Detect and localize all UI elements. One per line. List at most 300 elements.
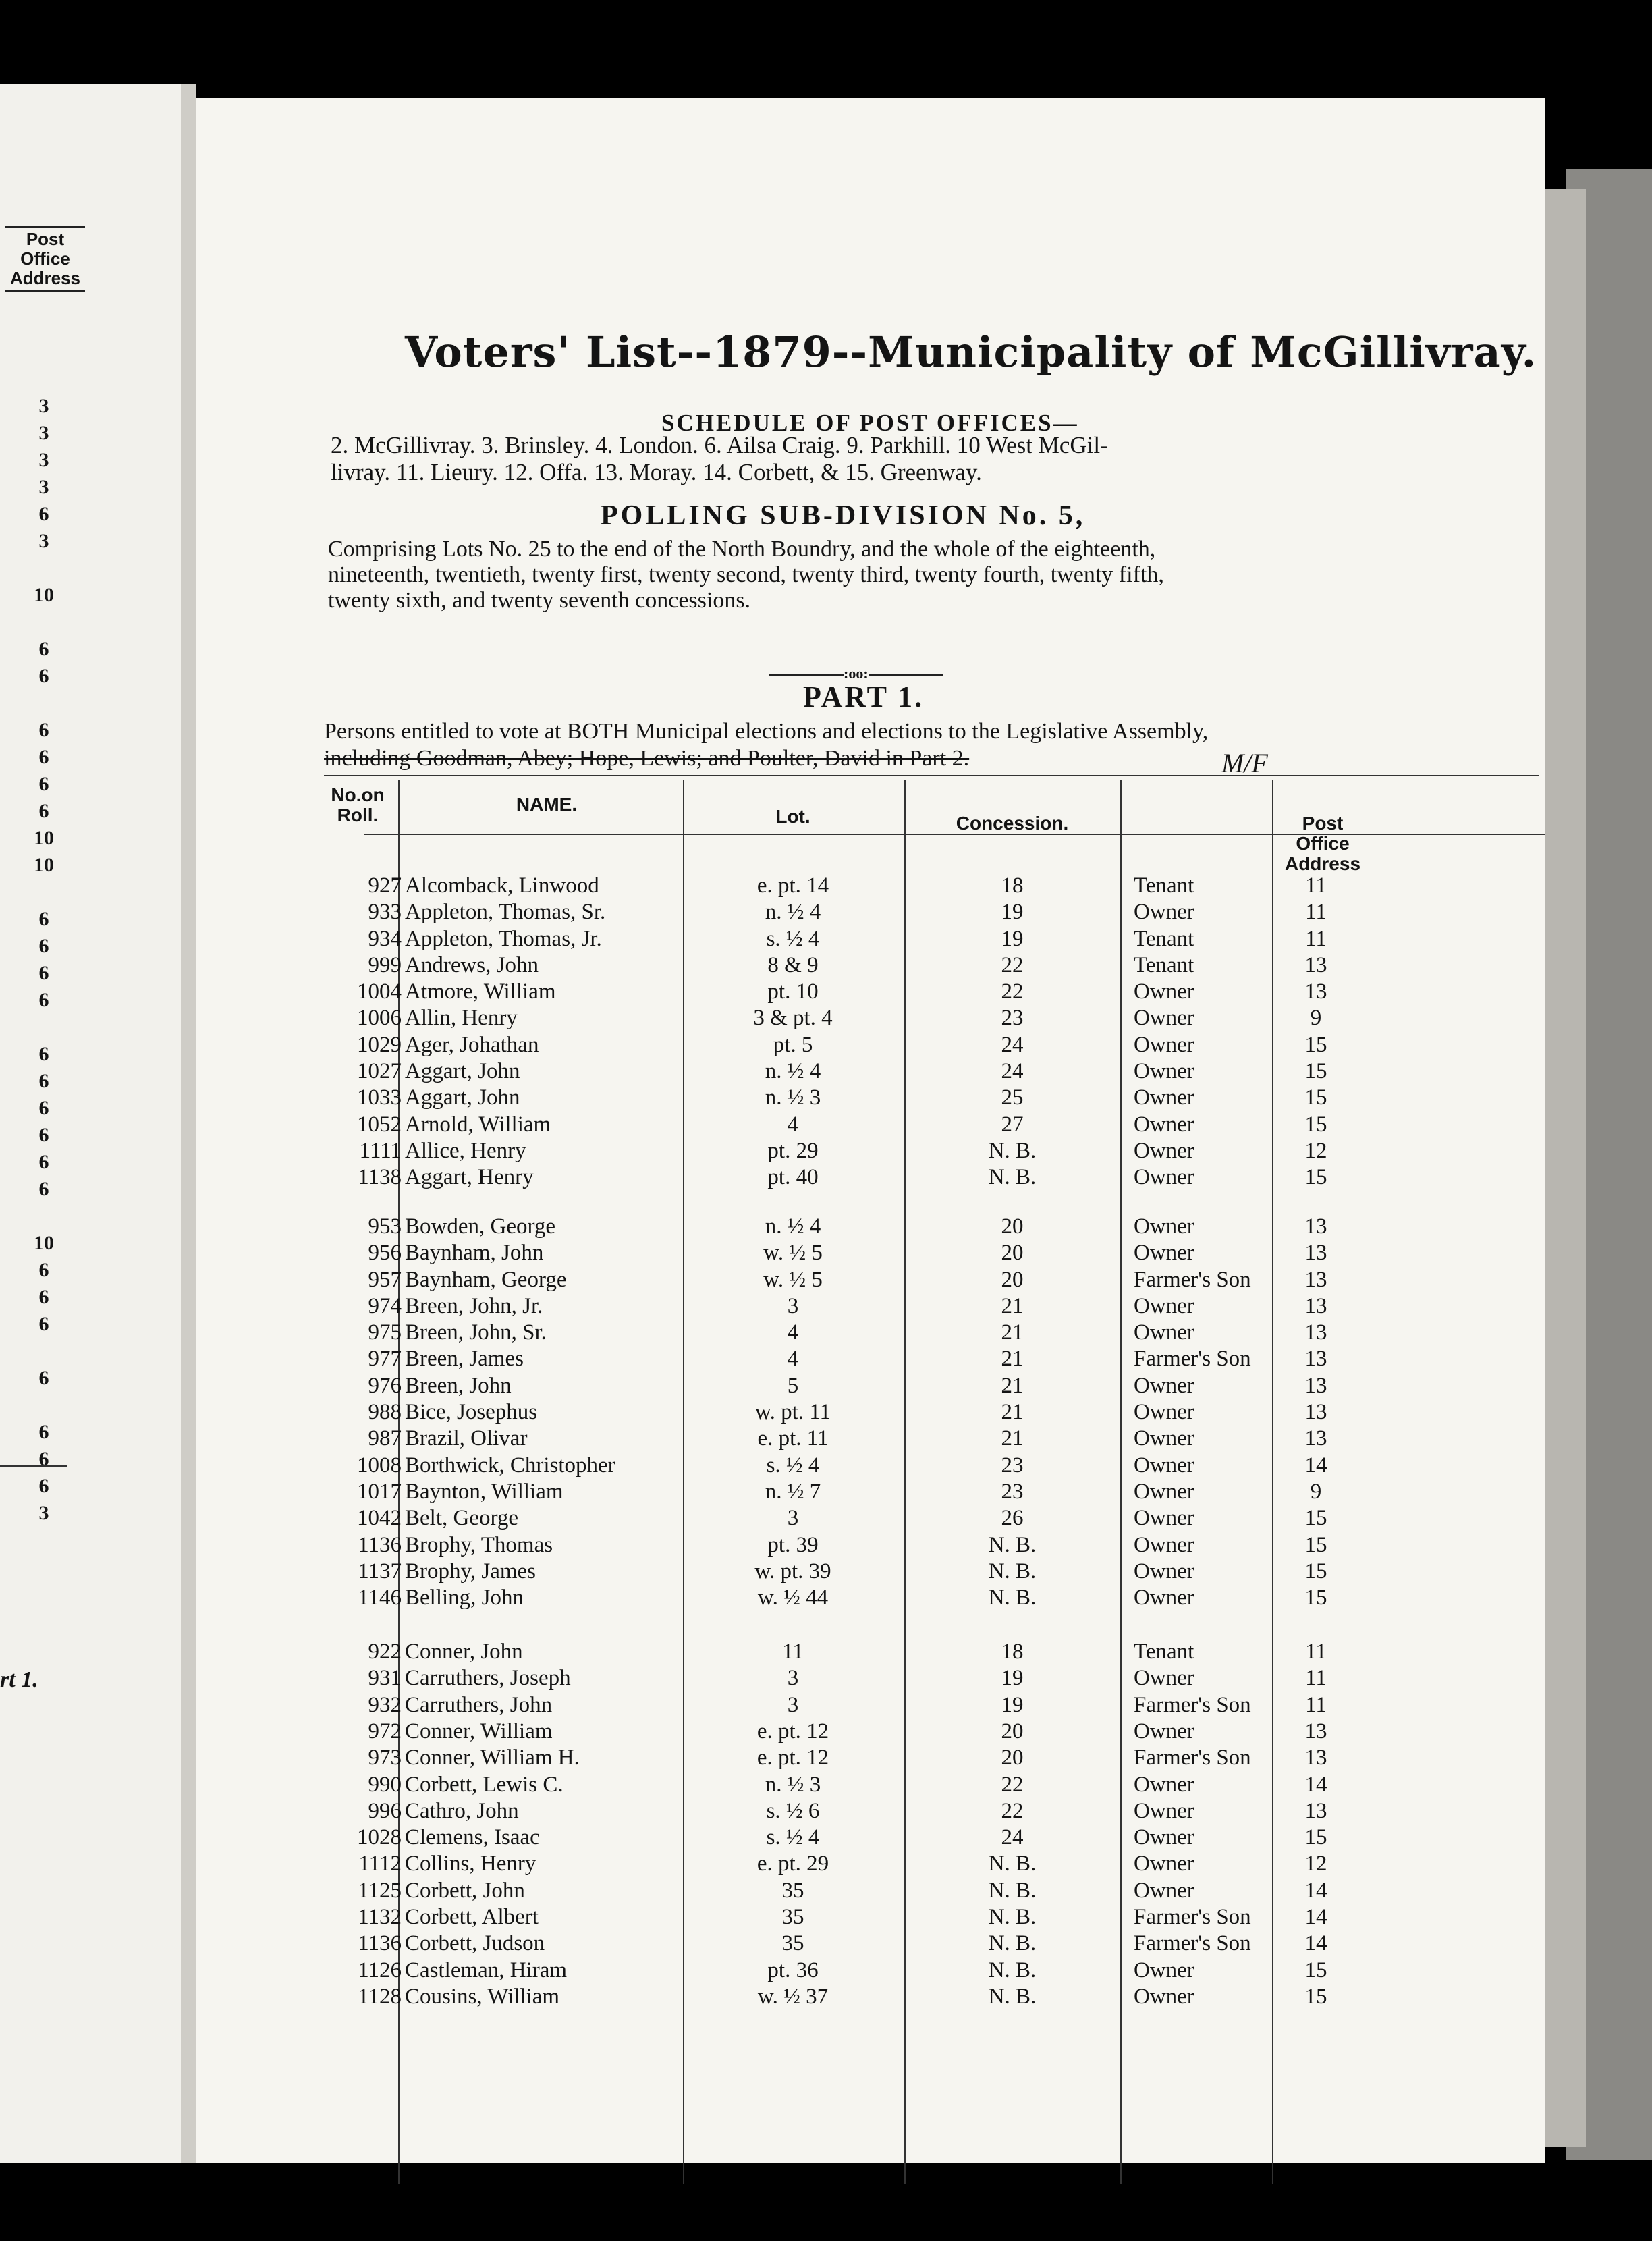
row-no: 1126 (358, 1958, 402, 1982)
row-name: Breen, James (405, 1347, 524, 1371)
row-post-office: 15 (1304, 1033, 1327, 1057)
left-page-value: 6 (38, 665, 49, 687)
row-status: Owner (1134, 1214, 1194, 1239)
left-page-value: 6 (38, 1421, 49, 1443)
row-post-office: 12 (1304, 1852, 1327, 1876)
row-post-office: 13 (1304, 1268, 1327, 1292)
row-name: Breen, John (405, 1374, 512, 1398)
row-post-office: 14 (1304, 1931, 1327, 1955)
handwritten-mark: M/F (1221, 748, 1268, 778)
row-no: 957 (368, 1268, 402, 1292)
col-divider (1120, 780, 1122, 2184)
row-name: Clemens, Isaac (405, 1825, 540, 1850)
row-concession: 24 (1001, 1825, 1024, 1850)
row-post-office: 13 (1304, 1347, 1327, 1371)
row-no: 922 (368, 1640, 402, 1664)
left-page-value: 6 (38, 1043, 49, 1065)
row-status: Owner (1134, 1958, 1194, 1982)
persons-line: Persons entitled to vote at BOTH Municipal elections and elections to the Legislative Assembly, (324, 719, 1209, 744)
col-header-concession: Concession. (956, 813, 1069, 834)
row-concession: 21 (1001, 1347, 1024, 1371)
left-page-value: 6 (38, 962, 49, 984)
row-name: Belling, John (405, 1586, 524, 1610)
left-page-value: 6 (38, 503, 49, 525)
row-concession: N. B. (988, 1905, 1037, 1929)
row-no: 975 (368, 1320, 402, 1345)
row-no: 1008 (357, 1453, 402, 1478)
row-no: 1042 (357, 1506, 402, 1530)
row-post-office: 11 (1305, 1693, 1327, 1717)
row-name: Carruthers, John (405, 1693, 553, 1717)
row-concession: 20 (1001, 1241, 1024, 1265)
description-line: nineteenth, twentieth, twenty first, twenty second, twenty third, twenty fourth, twenty fifth, (328, 562, 1164, 587)
row-status: Farmer's Son (1134, 1268, 1251, 1292)
row-name: Corbett, Lewis C. (405, 1773, 563, 1797)
row-concession: N. B. (988, 1931, 1037, 1955)
row-concession: 19 (1001, 1666, 1024, 1690)
left-page-value: 6 (38, 800, 49, 822)
row-post-office: 13 (1304, 979, 1327, 1004)
row-name: Allin, Henry (405, 1006, 518, 1030)
row-concession: 24 (1001, 1059, 1024, 1083)
row-status: Owner (1134, 1666, 1194, 1690)
row-post-office: 15 (1304, 1085, 1327, 1110)
row-status: Farmer's Son (1134, 1746, 1251, 1770)
row-no: 977 (368, 1347, 402, 1371)
row-concession: N. B. (988, 1165, 1037, 1189)
row-post-office: 11 (1305, 1640, 1327, 1664)
row-name: Brophy, James (405, 1559, 536, 1584)
row-status: Owner (1134, 1006, 1194, 1030)
left-page-value: 6 (38, 1313, 49, 1335)
col-header-name: NAME. (516, 794, 578, 815)
row-concession: N. B. (988, 1559, 1037, 1584)
col-header-lot: Lot. (775, 806, 810, 827)
left-page-value: 3 (38, 476, 49, 498)
row-status: Owner (1134, 1506, 1194, 1530)
left-page-value: 6 (38, 1259, 49, 1281)
row-lot: n. ½ 4 (765, 1059, 821, 1083)
row-name: Carruthers, Joseph (405, 1666, 571, 1690)
row-status: Farmer's Son (1134, 1693, 1251, 1717)
row-lot: w. ½ 5 (763, 1268, 823, 1292)
row-name: Baynham, John (405, 1241, 544, 1265)
row-lot: 5 (787, 1374, 799, 1398)
adjacent-page-edge-inner (1545, 189, 1586, 2146)
row-status: Owner (1134, 979, 1194, 1004)
row-name: Aggart, Henry (405, 1165, 534, 1189)
description-line: twenty sixth, and twenty seventh concessions. (328, 588, 751, 613)
row-concession: 21 (1001, 1426, 1024, 1451)
left-page-value: 6 (38, 773, 49, 795)
row-concession: 19 (1001, 927, 1024, 951)
divider-mark: :oo: (844, 665, 869, 682)
row-no: 1146 (358, 1586, 402, 1610)
row-concession: 24 (1001, 1033, 1024, 1057)
row-no: 1125 (358, 1879, 402, 1903)
row-concession: 26 (1001, 1506, 1024, 1530)
row-status: Owner (1134, 1139, 1194, 1163)
row-concession: N. B. (988, 1533, 1037, 1557)
struck-line (324, 746, 969, 772)
row-post-office: 13 (1304, 1746, 1327, 1770)
row-concession: 27 (1001, 1112, 1024, 1137)
row-name: Breen, John, Sr. (405, 1320, 547, 1345)
row-no: 953 (368, 1214, 402, 1239)
row-no: 972 (368, 1719, 402, 1744)
row-no: 973 (368, 1746, 402, 1770)
left-page-value: 6 (38, 1448, 49, 1470)
row-name: Aggart, John (405, 1085, 520, 1110)
left-page-value: 6 (38, 1475, 49, 1497)
row-status: Farmer's Son (1134, 1905, 1251, 1929)
row-status: Owner (1134, 1852, 1194, 1876)
row-lot: e. pt. 29 (756, 1852, 829, 1876)
row-lot: e. pt. 14 (756, 873, 829, 898)
row-concession: 18 (1001, 1640, 1024, 1664)
row-status: Owner (1134, 1879, 1194, 1903)
row-concession: 21 (1001, 1294, 1024, 1318)
row-lot: 3 (787, 1693, 799, 1717)
part-heading: PART 1. (803, 680, 925, 713)
row-post-office: 9 (1310, 1480, 1322, 1504)
voters-list-page (196, 98, 1545, 2163)
left-page-value: 3 (38, 395, 49, 417)
row-post-office: 15 (1304, 1059, 1327, 1083)
row-status: Owner (1134, 1480, 1194, 1504)
row-name: Allice, Henry (405, 1139, 526, 1163)
row-no: 1136 (358, 1533, 402, 1557)
row-lot: 3 (787, 1294, 799, 1318)
row-concession: N. B. (988, 1958, 1037, 1982)
left-page-value: 6 (38, 1151, 49, 1173)
left-page-value: 3 (38, 1502, 49, 1524)
row-lot: 35 (781, 1905, 804, 1929)
left-page-rule (0, 1465, 67, 1467)
left-page-value: 6 (38, 1070, 49, 1092)
row-post-office: 14 (1304, 1773, 1327, 1797)
row-name: Appleton, Thomas, Sr. (405, 900, 606, 924)
row-status: Owner (1134, 1059, 1194, 1083)
row-post-office: 15 (1304, 1506, 1327, 1530)
row-lot: w. ½ 44 (757, 1586, 829, 1610)
left-page-value: 6 (38, 1367, 49, 1389)
row-name: Baynton, William (405, 1480, 563, 1504)
row-name: Castleman, Hiram (405, 1958, 568, 1982)
row-post-office: 11 (1305, 873, 1327, 898)
row-status: Tenant (1134, 927, 1194, 951)
col-divider (904, 780, 906, 2184)
row-status: Owner (1134, 1294, 1194, 1318)
row-no: 1029 (357, 1033, 402, 1057)
row-name: Andrews, John (405, 953, 539, 977)
row-post-office: 15 (1304, 1165, 1327, 1189)
left-page-value: 6 (38, 1097, 49, 1119)
row-concession: N. B. (988, 1852, 1037, 1876)
row-status: Owner (1134, 1400, 1194, 1424)
row-name: Bice, Josephus (405, 1400, 538, 1424)
row-lot: w. ½ 37 (757, 1985, 829, 2009)
row-name: Bowden, George (405, 1214, 556, 1239)
left-page-header: Post Office Address (5, 226, 85, 292)
row-lot: 8 & 9 (767, 953, 819, 977)
row-name: Conner, John (405, 1640, 523, 1664)
row-lot: s. ½ 4 (766, 1453, 820, 1478)
row-post-office: 13 (1304, 1374, 1327, 1398)
row-post-office: 15 (1304, 1985, 1327, 2009)
row-name: Collins, Henry (405, 1852, 536, 1876)
left-page-value: 6 (38, 989, 49, 1011)
row-lot: 3 (787, 1506, 799, 1530)
col-divider (683, 780, 684, 2184)
row-lot: s. ½ 4 (766, 1825, 820, 1850)
row-lot: n. ½ 7 (765, 1480, 821, 1504)
row-name: Belt, George (405, 1506, 519, 1530)
left-page-value: 10 (34, 854, 54, 876)
row-no: 1028 (357, 1825, 402, 1850)
row-no: 974 (368, 1294, 402, 1318)
row-post-office: 15 (1304, 1559, 1327, 1584)
row-post-office: 9 (1310, 1006, 1322, 1030)
row-status: Owner (1134, 1825, 1194, 1850)
row-status: Tenant (1134, 1640, 1194, 1664)
row-concession: N. B. (988, 1586, 1037, 1610)
row-status: Owner (1134, 1799, 1194, 1823)
row-lot: e. pt. 11 (757, 1426, 829, 1451)
post-offices-line-1: 2. McGillivray. 3. Brinsley. 4. London. 6. Ailsa Craig. 9. Parkhill. 10 West McGil- (331, 432, 1108, 458)
row-name: Breen, John, Jr. (405, 1294, 543, 1318)
row-no: 999 (368, 953, 402, 977)
row-no: 934 (368, 927, 402, 951)
left-page-value: 6 (38, 638, 49, 660)
row-concession: 22 (1001, 979, 1024, 1004)
row-name: Corbett, Judson (405, 1931, 545, 1955)
row-lot: n. ½ 4 (765, 1214, 821, 1239)
row-concession: 22 (1001, 953, 1024, 977)
row-name: Corbett, John (405, 1879, 525, 1903)
row-lot: e. pt. 12 (756, 1719, 829, 1744)
row-post-office: 14 (1304, 1879, 1327, 1903)
row-status: Tenant (1134, 873, 1194, 898)
row-concession: 20 (1001, 1214, 1024, 1239)
row-concession: 19 (1001, 900, 1024, 924)
left-page-value: 6 (38, 1286, 49, 1308)
book-spine (181, 84, 196, 2163)
struck-text: including Goodman, Abey; Hope, Lewis; and Poulter, David in Part 2. (324, 746, 970, 771)
row-no: 1138 (358, 1165, 402, 1189)
row-lot: pt. 29 (767, 1139, 819, 1163)
row-no: 996 (368, 1799, 402, 1823)
left-page-fragment (0, 84, 196, 2163)
row-name: Conner, William (405, 1719, 553, 1744)
row-no: 1137 (358, 1559, 402, 1584)
left-page-value: 6 (38, 935, 49, 957)
row-lot: 11 (782, 1640, 804, 1664)
row-post-office: 15 (1304, 1533, 1327, 1557)
row-lot: 3 & pt. 4 (753, 1006, 833, 1030)
row-no: 1128 (358, 1985, 402, 2009)
row-post-office: 14 (1304, 1905, 1327, 1929)
row-lot: pt. 39 (767, 1533, 819, 1557)
page-title: Voters' List--1879--Municipality of McGillivray. (405, 327, 1537, 377)
row-status: Owner (1134, 1586, 1194, 1610)
row-lot: 35 (781, 1931, 804, 1955)
row-concession: 23 (1001, 1006, 1024, 1030)
row-status: Owner (1134, 1719, 1194, 1744)
row-name: Atmore, William (405, 979, 556, 1004)
left-page-value: 3 (38, 422, 49, 444)
post-offices-line-2: livray. 11. Lieury. 12. Offa. 13. Moray. 14. Corbett, & 15. Greenway. (331, 459, 982, 485)
row-no: 1136 (358, 1931, 402, 1955)
row-post-office: 15 (1304, 1958, 1327, 1982)
row-post-office: 13 (1304, 953, 1327, 977)
row-lot: pt. 5 (773, 1033, 813, 1057)
col-header-post-office: Post Office Address (1284, 813, 1361, 874)
row-lot: n. ½ 3 (765, 1085, 821, 1110)
row-name: Baynham, George (405, 1268, 567, 1292)
row-no: 976 (368, 1374, 402, 1398)
row-concession: 23 (1001, 1453, 1024, 1478)
row-name: Ager, Johathan (405, 1033, 539, 1057)
row-post-office: 13 (1304, 1719, 1327, 1744)
col-header-no-on-roll: No.on Roll. (331, 784, 385, 826)
row-lot: pt. 36 (767, 1958, 819, 1982)
description-line: Comprising Lots No. 25 to the end of the North Boundry, and the whole of the eighteenth, (328, 537, 1156, 562)
row-concession: 23 (1001, 1480, 1024, 1504)
row-lot: n. ½ 4 (765, 900, 821, 924)
polling-heading: POLLING SUB-DIVISION No. 5, (601, 500, 1086, 531)
row-lot: w. ½ 5 (763, 1241, 823, 1265)
row-no: 1132 (358, 1905, 402, 1929)
row-status: Owner (1134, 900, 1194, 924)
left-page-value: 6 (38, 908, 49, 930)
row-no: 987 (368, 1426, 402, 1451)
row-lot: w. pt. 11 (754, 1400, 831, 1424)
left-page-value: 10 (34, 827, 54, 849)
row-lot: 4 (787, 1112, 799, 1137)
row-lot: n. ½ 3 (765, 1773, 821, 1797)
row-concession: 20 (1001, 1719, 1024, 1744)
row-status: Owner (1134, 1241, 1194, 1265)
row-status: Owner (1134, 1453, 1194, 1478)
row-status: Farmer's Son (1134, 1931, 1251, 1955)
row-post-office: 15 (1304, 1825, 1327, 1850)
row-lot: s. ½ 4 (766, 927, 820, 951)
left-page-value: 6 (38, 719, 49, 741)
row-no: 933 (368, 900, 402, 924)
row-name: Aggart, John (405, 1059, 520, 1083)
row-status: Owner (1134, 1112, 1194, 1137)
row-name: Cousins, William (405, 1985, 560, 2009)
left-page-footer: rt 1. (0, 1667, 38, 1692)
left-page-value: 3 (38, 530, 49, 552)
row-no: 931 (368, 1666, 402, 1690)
row-concession: 22 (1001, 1773, 1024, 1797)
row-concession: 21 (1001, 1400, 1024, 1424)
row-name: Corbett, Albert (405, 1905, 539, 1929)
row-status: Owner (1134, 1426, 1194, 1451)
row-concession: N. B. (988, 1985, 1037, 2009)
left-page-value: 10 (34, 1232, 54, 1254)
row-lot: 3 (787, 1666, 799, 1690)
row-no: 927 (368, 873, 402, 898)
row-concession: 18 (1001, 873, 1024, 898)
row-name: Alcomback, Linwood (405, 873, 599, 898)
row-post-office: 13 (1304, 1241, 1327, 1265)
row-concession: N. B. (988, 1139, 1037, 1163)
row-post-office: 11 (1305, 900, 1327, 924)
left-page-value: 6 (38, 1178, 49, 1200)
row-concession: 21 (1001, 1320, 1024, 1345)
left-page-value: 10 (34, 584, 54, 606)
row-status: Farmer's Son (1134, 1347, 1251, 1371)
row-no: 1027 (357, 1059, 402, 1083)
row-post-office: 12 (1304, 1139, 1327, 1163)
row-post-office: 13 (1304, 1799, 1327, 1823)
row-concession: 25 (1001, 1085, 1024, 1110)
row-status: Owner (1134, 1533, 1194, 1557)
row-name: Appleton, Thomas, Jr. (405, 927, 602, 951)
row-name: Arnold, William (405, 1112, 551, 1137)
row-name: Cathro, John (405, 1799, 519, 1823)
row-status: Owner (1134, 1085, 1194, 1110)
row-lot: e. pt. 12 (756, 1746, 829, 1770)
row-post-office: 15 (1304, 1112, 1327, 1137)
row-no: 990 (368, 1773, 402, 1797)
row-lot: 4 (787, 1347, 799, 1371)
row-no: 1017 (357, 1480, 402, 1504)
row-no: 1112 (358, 1852, 402, 1876)
row-post-office: 13 (1304, 1294, 1327, 1318)
row-no: 956 (368, 1241, 402, 1265)
schedule-heading: SCHEDULE OF POST OFFICES— (661, 410, 1079, 436)
row-status: Owner (1134, 1559, 1194, 1584)
table-top-rule (324, 775, 1539, 776)
row-post-office: 13 (1304, 1426, 1327, 1451)
row-concession: 20 (1001, 1268, 1024, 1292)
row-lot: 4 (787, 1320, 799, 1345)
row-post-office: 13 (1304, 1400, 1327, 1424)
row-status: Owner (1134, 1320, 1194, 1345)
row-no: 988 (368, 1400, 402, 1424)
row-no: 1111 (359, 1139, 402, 1163)
row-no: 1052 (357, 1112, 402, 1137)
row-post-office: 11 (1305, 927, 1327, 951)
row-lot: pt. 10 (767, 979, 819, 1004)
row-lot: s. ½ 6 (766, 1799, 820, 1823)
row-concession: 22 (1001, 1799, 1024, 1823)
row-no: 1006 (357, 1006, 402, 1030)
row-post-office: 11 (1305, 1666, 1327, 1690)
col-divider (1272, 780, 1273, 2184)
row-concession: 21 (1001, 1374, 1024, 1398)
row-post-office: 13 (1304, 1214, 1327, 1239)
row-status: Owner (1134, 1165, 1194, 1189)
row-no: 1033 (357, 1085, 402, 1110)
row-name: Conner, William H. (405, 1746, 580, 1770)
row-no: 932 (368, 1693, 402, 1717)
row-concession: 19 (1001, 1693, 1024, 1717)
row-status: Tenant (1134, 953, 1194, 977)
row-post-office: 14 (1304, 1453, 1327, 1478)
row-status: Owner (1134, 1374, 1194, 1398)
row-post-office: 15 (1304, 1586, 1327, 1610)
row-name: Brazil, Olivar (405, 1426, 528, 1451)
row-concession: 20 (1001, 1746, 1024, 1770)
left-page-value: 6 (38, 1124, 49, 1146)
row-concession: N. B. (988, 1879, 1037, 1903)
row-name: Brophy, Thomas (405, 1533, 553, 1557)
